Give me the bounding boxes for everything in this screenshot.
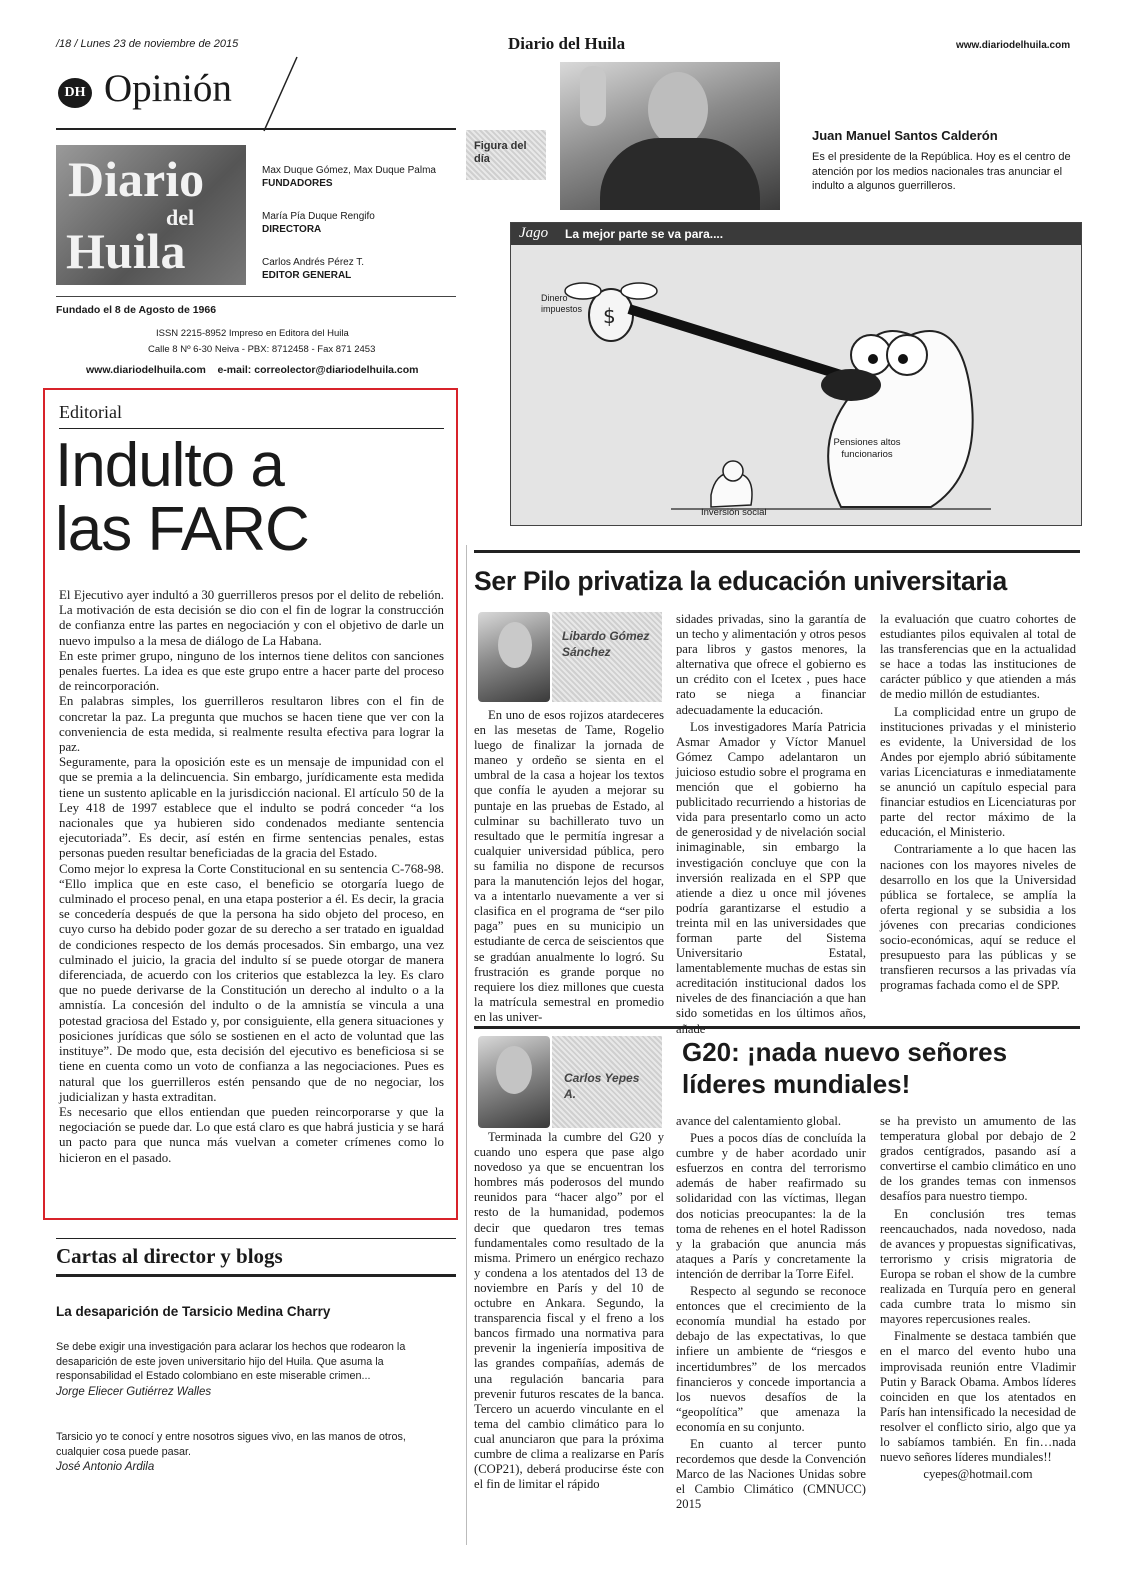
editorial-kicker-rule — [59, 428, 444, 429]
letter-item — [56, 1430, 436, 1475]
article-paragraph: Terminada la cumbre del G20 y cuando uno espera que pase algo novedoso ya que se encuentran los hombres más poderosos del mundo reunidos para “hacer algo” por el resto de la humanidad, podemos decir que quedaron tres temas fundamentales como resultado de la misma. Primero un enérgico rechazo y condena a los atentados del 13 de noviembre en París y del 10 de octubre en Ankara. Segundo, la transparencia fiscal y el freno a los bancos firmado una normativa para prevenir la ingeniería impositiva de las grandes compañías, además de una regulación bancaria para prevenir futuros rescates de la banca. Tercero un acuerdo vinculante en el tema del cambio climático para lo cual anunciaron que para la próxima cumbre de clima a realizarse en París (COP21), deberá producirse éste con el fin de limitar el rápido — [474, 1130, 664, 1492]
cartoon-label-frog: Pensiones altos funcionarios — [833, 437, 901, 460]
letter-author: Jorge Eliecer Gutiérrez Walles — [56, 1385, 212, 1398]
article2-headline — [682, 1036, 1007, 1100]
article1-top-rule — [474, 550, 1080, 553]
article2-col2 — [676, 1114, 866, 1514]
article-paragraph: sidades privadas, sino la garantía de un techo y alimentación y otros pesos para libros y gastos menores, la alternativa que ofrece el gobierno es un crédito con el Icetex , pues hace rato se niega a financiar adecuadamente la educación. — [676, 612, 866, 717]
author-head — [496, 1046, 532, 1094]
frog-pupil-right — [898, 354, 908, 364]
figura-head — [648, 72, 708, 146]
staff-editor — [262, 256, 452, 282]
article-paragraph: En conclusión tres temas reencauchados, nada novedoso, nada de avances y propuestas significativas, terrorismo y crisis migratoria de Europa se roban el show de la cumbre realizada en Turquía pero en general cada cumbre trata lo mismo sin mayores repercusiones reales. — [880, 1206, 1076, 1327]
article-paragraph: avance del calentamiento global. — [676, 1114, 842, 1128]
editorial-paragraph: Seguramente, para la oposición este es un mensaje de impunidad con el que se premia a la delincuencia. Sin embargo, jurídicamente esta medida tiene un sustento aplicable en la jurisdicción nacional. El artículo 50 de la Ley 418 de 1997 establece que el indulto se podrá conceder “a los nacionales que ya hubieren sido condenados mediante sentencia ejecutoriada”. Es decir, así estén en firme sentencias penales, estas personas pueden resultar beneficiadas de la gracia del Estado. — [59, 755, 444, 861]
article-paragraph: Respecto al segundo se reconoce entonces que el crecimiento de la economía mundial ha estado por debajo de las expectativas, lo que infiere un ambiente de “riesgos e incertidumbres” de los mercados financieros y concede importancia a los nuevos desafíos de la “geopolítica” que amenaza la economía en su conjunto. — [676, 1284, 866, 1434]
letters-heading: Cartas al director y blogs — [56, 1244, 283, 1268]
staff-founders — [262, 164, 452, 210]
letters-rule — [56, 1274, 456, 1277]
editorial-box — [43, 388, 458, 1220]
article1-author-photo — [478, 612, 550, 702]
article-paragraph: En uno de esos rojizos atardeceres en las mesetas de Tame, Rogelio luego de finalizar la jornada de maneo y ordeño se sienta en el umbral de la casa a hojear los textos que confía le ayuden a mejorar su puntaje en las pruebas de Estado, al culminar su bachillerato tuvo un resultado que le permitía ingresar a cualquier universidad pública, pero su familia no dispone de recursos para la manutención lejos del hogar, va a intentarlo nuevamente a ver si clasifica en el programa de “ser pilo paga” pues en su municipio un estudiante de cerca de seiscientos que se gradúan anualmente lo logró. Su frustración es grande porque no requiere los diez millones que cuesta la matrícula semestral en promedio en las univer- — [474, 708, 664, 1024]
address: Calle 8 Nº 6-30 Neiva - PBX: 8712458 - Fax 871 2453 — [148, 344, 376, 355]
article1-author: Libardo Gómez Sánchez — [562, 629, 650, 659]
dollar-icon: $ — [603, 304, 616, 328]
nameplate-line-1: Diario — [68, 151, 205, 207]
dog-head — [723, 461, 743, 481]
editorial-kicker: Editorial — [59, 402, 122, 422]
letter-text: Se debe exigir una investigación para aclarar los hechos que rodearon la desaparición de este joven universitario hijo del Huila. Que asuma la responsabilidad el Estado colombiano en este miserable crimen... — [56, 1341, 406, 1382]
contact[interactable]: www.diariodelhuila.com e-mail: correolector@diariodelhuila.com — [86, 364, 419, 376]
staff-director — [262, 210, 452, 256]
staff-name: Max Duque Gómez, Max Duque Palma — [262, 165, 436, 176]
article2-col3 — [880, 1114, 1076, 1482]
figura-hand — [580, 66, 606, 126]
cartoon — [510, 222, 1082, 526]
article2-author: Carlos Yepes A. — [564, 1071, 640, 1101]
nameplate-line-3: Huila — [66, 223, 186, 279]
header-rule — [56, 128, 456, 130]
cartoon-bar — [511, 223, 1081, 245]
nameplate — [56, 145, 246, 285]
section-title: Opinión — [104, 67, 232, 110]
column-divider — [466, 545, 467, 1545]
editorial-paragraph: El Ejecutivo ayer indultó a 30 guerrilleros presos por el delito de rebelión. La motivación de esta decisión se dio con el fin de lograr la construcción de confianza entre las partes en negociación y con el objetivo de darle un nuevo impulso a la mesa de diálogo de La Habana. — [59, 588, 444, 648]
article2-author-tag — [552, 1036, 662, 1128]
article1-headline: Ser Pilo privatiza la educación universitaria — [474, 566, 1007, 596]
wing-right — [621, 283, 657, 299]
issn: ISSN 2215-8952 Impreso en Editora del Huila — [156, 328, 349, 339]
cartoon-author: Jago — [519, 225, 549, 241]
page-date: /18 / Lunes 23 de noviembre de 2015 — [56, 38, 239, 50]
article2-author-photo — [478, 1036, 550, 1128]
editorial-paragraph: Como mejor lo expresa la Corte Constitucional en su sentencia C-768-98. “Ello implica que en este caso, el beneficio se otorgaría luego de culminado el proceso penal, en una etapa posterior a él. Es decir, la gracia se concedería después de que la persona ha sido objeto del proceso, en cuyo curso ha debido poder gozar de su derecho a ser tratado en igualdad de condiciones respecto de los demás procesados. Sin embargo, una vez culminado el juicio, la gracia del indulto sí se puede otorgar de manera diferenciada, de acuerdo con los criterios que establezca la ley. Es claro que no puede derivarse de la Constitución un derecho al indulto o a la amnistía. La concesión del indulto o de la amnistía se vincula a una potestad graciosa del Estado y, por consiguiente, ella genera situaciones y posiciones jurídicas que sólo se sostienen en el acto de voluntad que las instituye”. De modo que, esta decisión del ejecutivo es beneficiosa si se tiene en cuenta como un voto de confianza a las negociaciones. Pues es natural que los guerrilleros estén pensando que de no negociar, los judicializan y hasta extraditan. — [59, 861, 444, 1104]
article2-headline-line2: líderes mundiales! — [682, 1069, 911, 1099]
article-paragraph: La complicidad entre un grupo de instituciones privadas y el ministerio es evidente, la Universidad de los Andes por ejemplo abrió súbitamente varias Licenciaturas e inmediatamente se anunció un capítulo especial para financiar estudios en Licenciaturas por parte del rector máximo de la educación, el Ministerio. — [880, 704, 1076, 840]
letter-text: Tarsicio yo te conocí y entre nosotros sigues vivo, en las manos de otros, cualquier cosa puede pasar. — [56, 1431, 406, 1458]
frog-eye-right — [887, 335, 927, 375]
article1-col3 — [880, 612, 1076, 995]
editorial-body — [59, 588, 444, 1166]
section-logo — [58, 78, 92, 108]
staff-rule — [56, 296, 456, 297]
staff-role: FUNDADORES — [262, 178, 333, 189]
cartoon-label-dog: Inversión social — [701, 507, 767, 518]
staff-role: EDITOR GENERAL — [262, 270, 352, 281]
editorial-paragraph: Es necesario que ellos entiendan que pueden reincorporarse y que la negociación se puede dar. Lo que está claro es que habrá justicia y se hará un pacto para que nunca más vuelvan a cometer crímenes como lo hicieron en el pasado. — [59, 1104, 444, 1165]
dh-logo-text: DH — [64, 85, 86, 100]
article-paragraph: la evaluación que cuatro cohortes de estudiantes pilos equivalen al total de las transferencias que en la actualidad se hace a todas las instituciones de carácter público y que atienden a más de medio millón de estudiantes. — [880, 612, 1076, 702]
founded: Fundado el 8 de Agosto de 1966 — [56, 304, 217, 316]
article-paragraph: se ha previsto un amumento de las temperatura global por debajo de 2 grados centígrados, pasando así a convertirse el cambio climático en uno de los grandes temas con inmensos desafíos para nuestro tiempo. — [880, 1114, 1076, 1204]
article1-col2 — [676, 612, 866, 1039]
figura-tag — [466, 130, 546, 180]
author-head — [498, 622, 532, 668]
editorial-paragraph: En palabras simples, los guerrilleros resultaron libres con el fin de concretar la paz. La pregunta que muchos se hacen tiene que ver con la conveniencia de esta medida, si realmente resulta efectiva para lograr la paz. — [59, 694, 444, 755]
masthead: Diario del Huila — [508, 34, 626, 53]
editorial-title-line2: las FARC — [55, 495, 309, 564]
article-paragraph: Contrariamente a lo que hacen las naciones con los mayores niveles de desarrollo en los que la Universidad pública se fortalece, se amplía la oferta regional y se subsidia a los jóvenes con precarias condiciones socio-económicas, aquí se reduce el presupuesto para las públicas y se transfieren recursos a las privadas vía programas fachada como el de SPP. — [880, 842, 1076, 993]
article-paragraph: Finalmente se destaca también que en el marco del evento hubo una improvisada reunión entre Vladimir Putin y Barack Obama. Ambos líderes coinciden en que los atentados en París han intensificado la necesidad de resolver el conflicto sirio, algo que ya lo sabíamos también. En fin…nada nuevo señores líderes mundiales!! — [880, 1329, 1076, 1465]
article2-headline-line1: G20: ¡nada nuevo señores — [682, 1037, 1008, 1067]
staff-role: DIRECTORA — [262, 224, 322, 235]
article1-col1 — [474, 708, 664, 1027]
article-paragraph: Los investigadores María Patricia Asmar Amador y Víctor Manuel Gómez Campo adelantaron un juicioso estudio sobre el programa en mención que el gobierno ha publicitado recurriendo a historias de vida para presentarlo como un acto de generosidad y de nivelación social inimaginable, sin embargo la investigación concluye que con la inversión realizada en el SPP que atiende a diez u once mil jóvenes podría garantizarse el estudio a treinta mil en las universidades que forman parte del Sistema Universitario Estatal, lamentablemente muchas de estas sin acreditación institucional dados los niveles de des financiación a que han sido sometidas en los últimos años, añade — [676, 719, 866, 1036]
article2-col1 — [474, 1130, 664, 1494]
editorial-title-line1: Indulto a — [55, 431, 284, 500]
nameplate-line-2: del — [166, 205, 195, 230]
article2-email[interactable]: cyepes@hotmail.com — [923, 1467, 1033, 1482]
frog-tongue — [629, 309, 841, 375]
figura-suit — [600, 138, 760, 210]
article-paragraph: En cuanto al tercer punto recordemos que desde la Convención Marco de las Naciones Unidas sobre el Cambio Climático (CMNUCC) 2015 — [676, 1436, 866, 1512]
letter-item — [56, 1340, 436, 1399]
section-slash — [252, 55, 302, 135]
letter-title: La desaparición de Tarsicio Medina Charry — [56, 1304, 331, 1319]
figura-name: Juan Manuel Santos Calderón — [812, 128, 998, 143]
staff-name: María Pía Duque Rengifo — [262, 211, 375, 222]
staff-list — [262, 164, 452, 282]
website[interactable]: www.diariodelhuila.com — [956, 40, 1071, 51]
frog-pupil-left — [868, 354, 878, 364]
editorial-paragraph: En este primer grupo, ninguno de los internos tiene delitos con sanciones penales fuertes. La idea es que este grupo entre a hacer parte del proceso de reincorporación. — [59, 648, 444, 694]
letter-author: José Antonio Ardila — [56, 1461, 155, 1473]
cartoon-caption: La mejor parte se va para.... — [565, 227, 724, 241]
article1-author-tag — [552, 612, 662, 702]
editorial-title — [55, 431, 309, 564]
article2-top-rule — [474, 1026, 1080, 1029]
cartoon-label-bag: Dinero impuestos — [541, 293, 583, 314]
figura-tag-label: Figura del día — [474, 140, 527, 165]
staff-name: Carlos Andrés Pérez T. — [262, 257, 365, 268]
letters-top-rule — [56, 1238, 456, 1239]
article-paragraph: Pues a pocos días de concluída la cumbre y de haber acordado unir esfuerzos en contra del terrorismo además de haber reafirmado su solidaridad con las víctimas, llegan dos noticias preocupantes: la de la toma de rehenes en el hotel Radisson y la grabación que anuncia más ataques a París y concretamente la intención de derribar la Torre Eifel. — [676, 1131, 866, 1281]
frog-mouth — [821, 369, 881, 401]
figura-photo — [560, 62, 780, 210]
figura-text: Es el presidente de la República. Hoy es el centro de atención por los medios nacionales tras anunciar el indulto a algunos guerrilleros. — [812, 151, 1071, 192]
cartoon-drawing — [511, 245, 1081, 525]
